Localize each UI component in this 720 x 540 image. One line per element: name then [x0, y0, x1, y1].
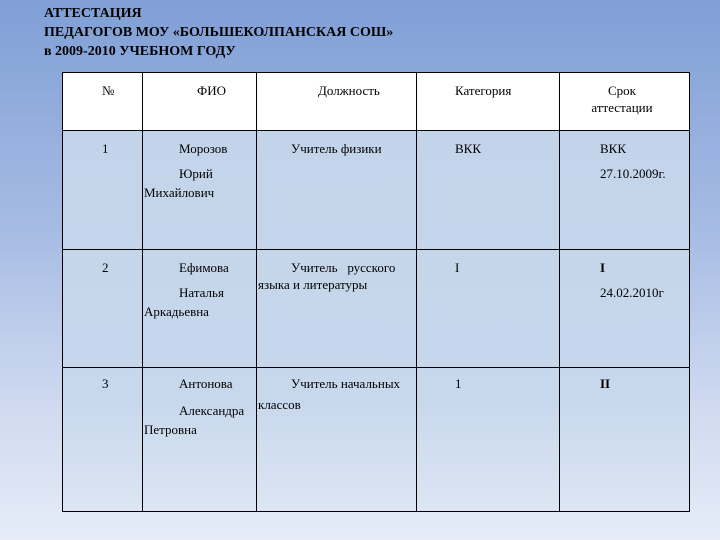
row1-term-date: 27.10.2009г. [600, 166, 666, 181]
column-divider-2 [256, 72, 257, 512]
table-border-bottom [62, 511, 690, 512]
header-number: № [102, 83, 115, 98]
column-divider-1 [142, 72, 143, 512]
document-title [44, 4, 393, 61]
title-line-3: в 2009-2010 УЧЕБНОМ ГОДУ [44, 44, 236, 59]
row3-position-line2: классов [258, 397, 301, 412]
row2-name: Наталья [179, 285, 224, 300]
column-divider-3 [416, 72, 417, 512]
header-term-line1: Срок [608, 83, 636, 98]
title-line-2: ПЕДАГОГОВ МОУ «БОЛЬШЕКОЛПАНСКАЯ СОШ» [44, 25, 394, 40]
row2-term-date: 24.02.2010г [600, 285, 664, 300]
row2-term-category: I [600, 260, 606, 275]
row2-position-line1: Учитель русского [291, 260, 396, 275]
row3-category: 1 [455, 376, 462, 391]
attestation-table [62, 72, 690, 512]
header-category: Категория [455, 83, 512, 98]
row3-term-category: II [600, 376, 611, 391]
row3-surname: Антонова [179, 376, 233, 391]
row1-name: Юрий [179, 166, 213, 181]
row3-number: 3 [102, 376, 109, 391]
row3-patronymic: Петровна [144, 422, 197, 437]
row1-surname: Морозов [179, 141, 228, 156]
row1-position: Учитель физики [291, 141, 382, 156]
header-fio: ФИО [197, 83, 227, 98]
header-divider [62, 130, 690, 131]
header-term-line2: аттестации [591, 100, 653, 115]
column-divider-4 [559, 72, 560, 512]
row1-category: ВКК [455, 141, 482, 156]
row2-category: I [455, 260, 460, 275]
title-line-1: АТТЕСТАЦИЯ [44, 6, 142, 21]
row2-patronymic: Аркадьевна [144, 304, 209, 319]
row-divider-2 [62, 367, 690, 368]
row1-patronymic: Михайлович [144, 185, 215, 200]
row2-number: 2 [102, 260, 109, 275]
header-position: Должность [318, 83, 380, 98]
row2-position-line2: языка и литературы [258, 277, 368, 292]
row-divider-1 [62, 249, 690, 250]
table-border-left [62, 72, 63, 512]
row3-position-line1: Учитель начальных [291, 376, 401, 391]
table-border-right [689, 72, 690, 512]
row1-number: 1 [102, 141, 109, 156]
row1-term-category: ВКК [600, 141, 627, 156]
row3-name: Александра [179, 403, 245, 418]
table-border-top [62, 72, 690, 73]
row2-surname: Ефимова [179, 260, 229, 275]
